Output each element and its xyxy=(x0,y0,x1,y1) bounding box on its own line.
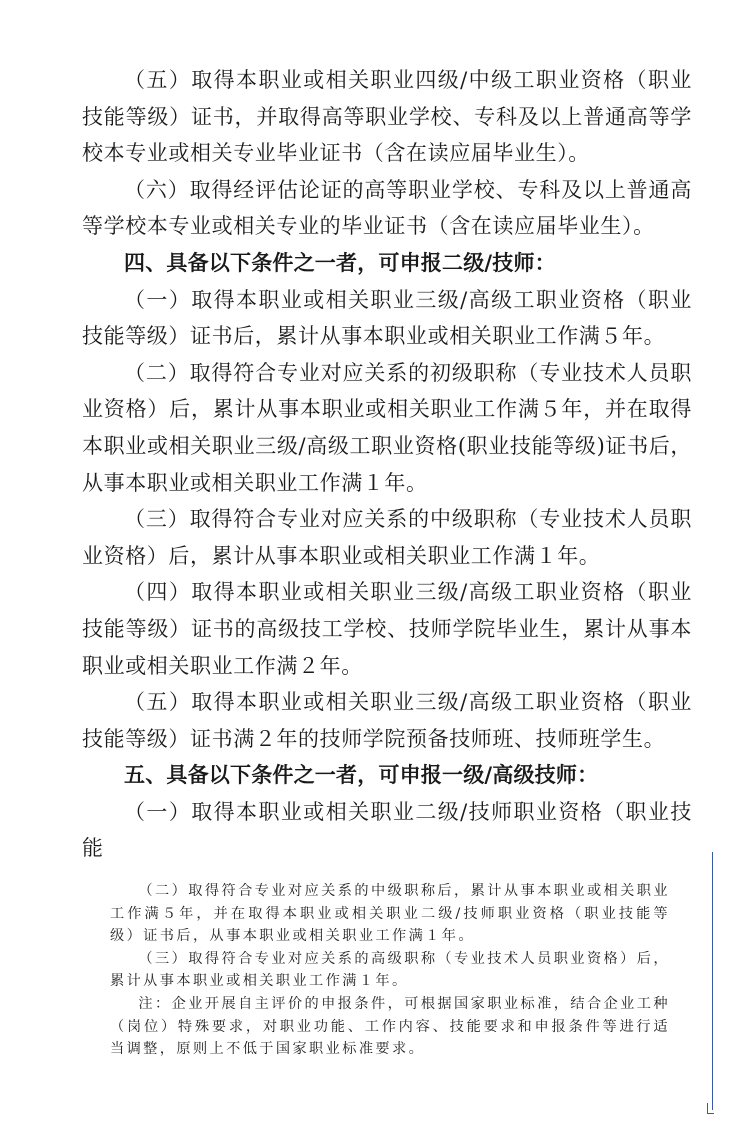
paragraph-level1-1: （一）取得本职业或相关职业二级/技师职业资格（职业技能 xyxy=(82,799,692,861)
paragraph-level2-2: （二）取得符合专业对应关系的初级职称（专业技术人员职业资格）后，累计从事本职业或相关职业工作满５年，并在取得本职业或相关职业三级/高级工职业资格(职业技能等级)证书后，从事本职业或相关职业工作满１年。 xyxy=(82,360,692,495)
paragraph-level1-3: （三）取得符合专业对应关系的高级职称（专业技术人员职业资格）后，累计从事本职业或相关职业工作满１年。 xyxy=(110,950,670,990)
paragraph-level2-5: （五）取得本职业或相关职业三级/高级工职业资格（职业技能等级）证书满２年的技师学院预备技师班、技师班学生。 xyxy=(82,690,692,751)
paragraph-level2-3: （三）取得符合专业对应关系的中级职称（专业技术人员职业资格）后，累计从事本职业或相关职业工作满１年。 xyxy=(82,507,692,568)
paragraph-level2-1: （一）取得本职业或相关职业三级/高级工职业资格（职业技能等级）证书后，累计从事本职业或相关职业工作满５年。 xyxy=(82,287,692,349)
note-paragraph: 注：企业开展自主评价的申报条件，可根据国家职业标准，结合企业工种（岗位）特殊要求，对职业功能、工作内容、技能要求和申报条件等进行适当调整，原则上不低于国家职业标准要求。 xyxy=(110,995,670,1058)
paragraph-upper-6: （六）取得经评估论证的高等职业学校、专科及以上普通高等学校本专业或相关专业的毕业证书（含在读应届毕业生）。 xyxy=(82,177,692,239)
section-heading-level-1: 五、具备以下条件之一者，可申报一级/高级技师： xyxy=(124,763,599,788)
section-heading-level-2: 四、具备以下条件之一者，可申报二级/技师： xyxy=(124,250,556,275)
paragraph-level2-4: （四）取得本职业或相关职业三级/高级工职业资格（职业技能等级）证书的高级技工学校、技师学院毕业生，累计从事本职业或相关职业工作满２年。 xyxy=(82,580,692,678)
upper-text-block xyxy=(82,62,692,867)
page-edge-line xyxy=(712,852,713,1110)
page-corner-mark xyxy=(707,1103,714,1114)
paragraph-level1-2: （二）取得符合专业对应关系的中级职称后，累计从事本职业或相关职业工作满５年，并在取得本职业或相关职业二级/技师职业资格（职业技能等级）证书后，从事本职业或相关职业工作满１年。 xyxy=(110,883,670,945)
paragraph-upper-5: （五）取得本职业或相关职业四级/中级工职业资格（职业技能等级）证书，并取得高等职业学校、专科及以上普通高等学校本专业或相关专业毕业证书（含在读应届毕业生）。 xyxy=(82,68,692,166)
lower-text-block xyxy=(110,880,670,1061)
